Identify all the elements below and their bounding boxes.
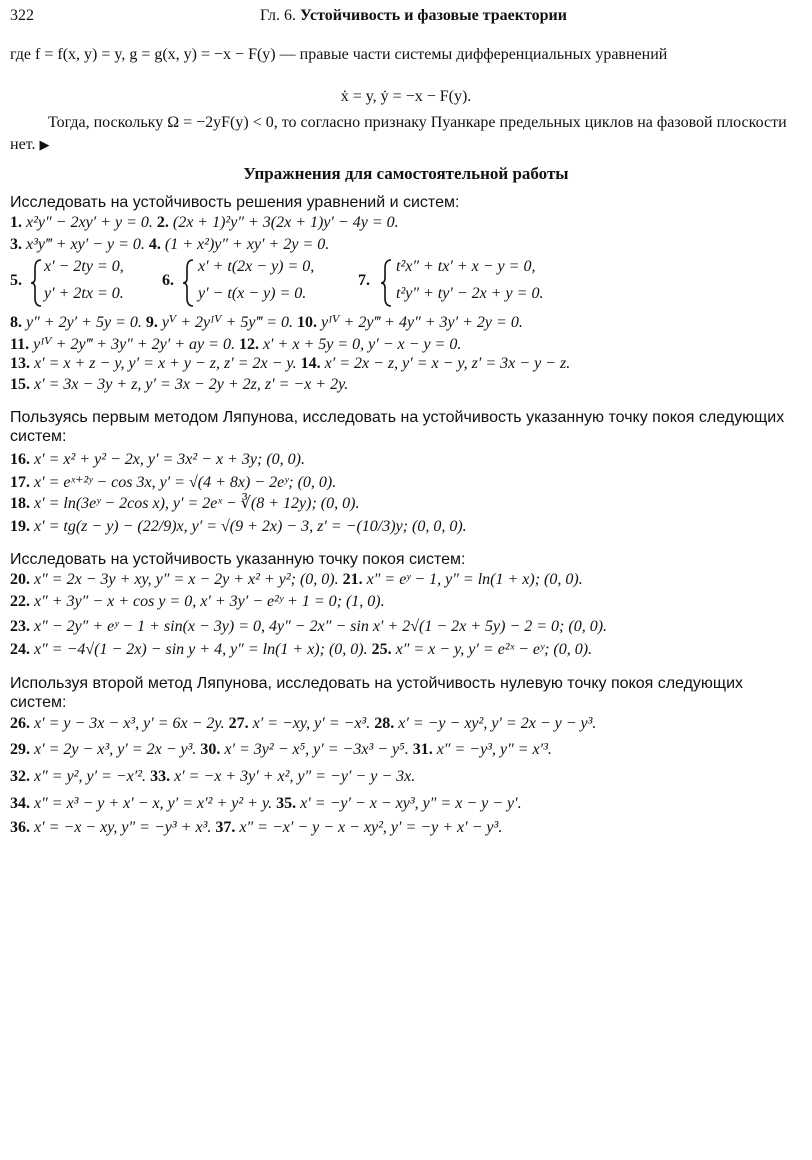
exercise-expression: x²y″ − 2xy′ + y = 0. bbox=[26, 214, 153, 231]
chapter-title: Устойчивость и фазовые траектории bbox=[300, 7, 567, 24]
exercise-expression: x″ = 2x − 3y + xy, y″ = x − 2y + x² + y²; (0, 0). bbox=[34, 571, 339, 588]
exercise-number: 29. bbox=[10, 741, 30, 758]
exercise-number: 35. bbox=[276, 795, 297, 812]
exercise-number: 20. bbox=[10, 571, 30, 588]
exercise-line bbox=[10, 795, 802, 813]
exercise-number: 9. bbox=[145, 314, 158, 331]
page-number: 322 bbox=[10, 7, 34, 24]
exercise-expression: x″ − 2y″ + eʸ − 1 + sin(x − 3y) = 0, 4y″ − 2x″ − sin x′ + 2√(1 − 2x + 5y) − 2 = 0; (0, 0). bbox=[34, 618, 608, 635]
exercise-expression: yⱽ + 2yᴵⱽ + 5y‴ = 0. bbox=[161, 314, 293, 331]
exercise-line bbox=[10, 312, 802, 332]
exercise-number: 16. bbox=[10, 451, 30, 468]
exercise-expression: x″ = −4√(1 − 2x) − sin y + 4, y″ = ln(1 + x); (0, 0). bbox=[34, 641, 368, 658]
exercise-line bbox=[10, 768, 802, 786]
exercise-number: 8. bbox=[10, 314, 22, 331]
exercise-line bbox=[10, 618, 802, 636]
exercise-number: 32. bbox=[10, 768, 30, 785]
intro-paragraph: где f = f(x, y) = y, g = g(x, y) = −x − F(y) — правые части системы дифференциальных уравнений bbox=[10, 46, 668, 63]
exercise-number: 11. bbox=[10, 336, 30, 353]
exercise-number: 33. bbox=[150, 768, 171, 785]
exercise-number: 13. bbox=[10, 355, 30, 372]
exercise-expression: x′ = 2x − z, y′ = x − y, z′ = 3x − y − z. bbox=[324, 355, 571, 372]
exercise-expression: x″ = y², y′ = −x′². bbox=[34, 768, 147, 785]
exercise-number: 6. bbox=[162, 272, 174, 289]
exercise-number: 24. bbox=[10, 641, 30, 658]
exercise-number: 27. bbox=[228, 715, 249, 732]
exercise-number: 19. bbox=[10, 518, 30, 535]
exercise-expression: yᴵⱽ + 2y‴ + 4y″ + 3y′ + 2y = 0. bbox=[321, 314, 523, 331]
brace-icon bbox=[380, 258, 392, 308]
exercise-line bbox=[10, 819, 802, 837]
exercise-number: 5. bbox=[10, 272, 22, 289]
exercise-line bbox=[10, 376, 802, 394]
exercise-number: 28. bbox=[374, 715, 395, 732]
exercise-number: 18. bbox=[10, 495, 30, 512]
exercise-expression: x′ = −xy, y′ = −x³. bbox=[252, 715, 371, 732]
group-1-lead: Исследовать на устойчивость решения уравнений и систем: bbox=[10, 194, 460, 211]
exercise-line bbox=[10, 641, 802, 659]
exercise-number: 1. bbox=[10, 214, 22, 231]
group-4-lead: Исследовать на устойчивость указанную точку покоя систем: bbox=[10, 551, 466, 568]
exercise-number: 22. bbox=[10, 593, 30, 610]
exercise-expression: x′ = −x − xy, y″ = −y³ + x³. bbox=[34, 819, 212, 836]
exercise-expression: yᴵⱽ + 2y‴ + 3y″ + 2y′ + ay = 0. bbox=[33, 336, 235, 353]
intro-system: ẋ = y, ẏ = −x − F(y). bbox=[340, 88, 472, 105]
exercise-expression: x′ = −y − xy², y′ = 2x − y − y³. bbox=[398, 715, 597, 732]
system-equation: t²x″ + tx′ + x − y = 0, bbox=[396, 258, 536, 275]
exercise-number: 30. bbox=[200, 741, 221, 758]
exercise-line bbox=[10, 571, 802, 589]
running-header bbox=[10, 7, 802, 27]
exercise-number: 37. bbox=[215, 819, 236, 836]
exercise-expression: x′ = −y′ − x − xy³, y″ = x − y − y′. bbox=[300, 795, 522, 812]
exercise-line bbox=[10, 472, 802, 492]
system-equation: y′ + 2tx = 0. bbox=[44, 285, 124, 302]
exercise-number: 14. bbox=[300, 355, 321, 372]
system-equation: t²y″ + ty′ − 2x + y = 0. bbox=[396, 285, 544, 302]
exercise-number: 25. bbox=[371, 641, 392, 658]
exercise-expression: x′ = x + z − y, y′ = x + y − z, z′ = 2x − y. bbox=[34, 355, 297, 372]
exercise-line bbox=[10, 334, 802, 354]
brace-icon bbox=[182, 258, 194, 308]
exercise-expression: x″ = x³ − y + x′ − x, y′ = x′² + y² + y. bbox=[34, 795, 273, 812]
exercise-number: 10. bbox=[297, 314, 317, 331]
exercise-number: 36. bbox=[10, 819, 30, 836]
exercise-line bbox=[10, 451, 802, 469]
exercise-number: 34. bbox=[10, 795, 30, 812]
exercise-expression: x′ = tg(z − y) − (22/9)x, y′ = √(9 + 2x) − 3, z′ = −(10/3)y; (0, 0, 0). bbox=[34, 518, 467, 535]
exercise-expression: x′ = y − 3x − x³, y′ = 6x − 2y. bbox=[34, 715, 225, 732]
chapter-heading bbox=[260, 7, 567, 25]
exercise-number: 2. bbox=[156, 214, 169, 231]
exercise-line bbox=[10, 355, 802, 373]
exercise-expression: (2x + 1)²y″ + 3(2x + 1)y′ − 4y = 0. bbox=[172, 214, 399, 231]
exercise-expression: x′ = 2y − x³, y′ = 2x − y³. bbox=[34, 741, 197, 758]
exercise-expression: x′ = 3x − 3y + z, y′ = 3x − 2y + 2z, z′ = −x + 2y. bbox=[34, 376, 349, 393]
exercise-number: 4. bbox=[148, 236, 161, 253]
exercise-expression: x′ = −x + 3y′ + x², y″ = −y′ − y − 3x. bbox=[174, 768, 416, 785]
group-5-lead: Используя второй метод Ляпунова, исследовать на устойчивость нулевую точку покоя следующих систем: bbox=[10, 675, 744, 711]
exercise-line bbox=[10, 493, 802, 513]
exercise-number: 7. bbox=[358, 272, 370, 289]
section-title: Упражнения для самостоятельной работы bbox=[243, 164, 569, 183]
conclusion-text: Тогда, поскольку Ω = −2yF(y) < 0, то согласно признаку Пуанкаре предельных циклов на фазовой плоскости нет. bbox=[10, 114, 787, 153]
exercise-expression: y″ + 2y′ + 5y = 0. bbox=[26, 314, 142, 331]
exercise-expression: x³y‴ + xy′ − y = 0. bbox=[26, 236, 145, 253]
brace-icon bbox=[30, 258, 42, 308]
exercise-expression: x″ = −x′ − y − x − xy², y′ = −y + x′ − y³. bbox=[239, 819, 503, 836]
exercise-expression: x′ = x² + y² − 2x, y′ = 3x² − x + 3y; (0, 0). bbox=[34, 451, 305, 468]
system-equation: x′ + t(2x − y) = 0, bbox=[198, 258, 315, 275]
exercise-number: 12. bbox=[238, 336, 259, 353]
exercise-number: 23. bbox=[10, 618, 30, 635]
exercise-expression: (1 + x²)y″ + xy′ + 2y = 0. bbox=[164, 236, 330, 253]
system-equation: x′ − 2ty = 0, bbox=[44, 258, 124, 275]
exercise-number: 3. bbox=[10, 236, 22, 253]
exercise-number: 17. bbox=[10, 474, 30, 491]
exercise-number: 15. bbox=[10, 376, 30, 393]
exercise-expression: x′ = 3y² − x⁵, y′ = −3x³ − y⁵. bbox=[224, 741, 409, 758]
exercise-number: 26. bbox=[10, 715, 30, 732]
exercise-expression: x″ = −y³, y″ = x′³. bbox=[436, 741, 552, 758]
exercise-line bbox=[10, 715, 802, 733]
group-3-lead: Пользуясь первым методом Ляпунова, исследовать на устойчивость указанную точку покоя следующих систем: bbox=[10, 409, 785, 445]
exercise-expression: x′ = eˣ⁺²ʸ − cos 3x, y′ = √(4 + 8x) − 2eʸ; (0, 0). bbox=[34, 474, 337, 491]
exercise-number: 31. bbox=[412, 741, 433, 758]
exercise-line bbox=[10, 593, 802, 611]
exercise-number: 21. bbox=[342, 571, 363, 588]
chapter-number: Гл. 6. bbox=[260, 7, 297, 24]
exercise-line bbox=[10, 236, 802, 254]
exercise-expression: x″ = eʸ − 1, y″ = ln(1 + x); (0, 0). bbox=[366, 571, 583, 588]
exercise-expression: x′ + x + 5y = 0, y′ − x − y = 0. bbox=[262, 336, 462, 353]
exercise-line bbox=[10, 741, 802, 759]
exercise-expression: x″ = x − y, y′ = e²ˣ − eʸ; (0, 0). bbox=[395, 641, 593, 658]
exercise-line bbox=[10, 214, 802, 232]
exercise-expression: x″ + 3y″ − x + cos y = 0, x′ + 3y′ − e²ʸ + 1 = 0; (1, 0). bbox=[34, 593, 385, 610]
exercise-line bbox=[10, 518, 802, 536]
exercise-expression: x′ = ln(3eʸ − 2cos x), y′ = 2eˣ − ∛(8 + 12y); (0, 0). bbox=[34, 495, 360, 512]
system-equation: y′ − t(x − y) = 0. bbox=[198, 285, 307, 302]
conclusion-paragraph bbox=[10, 112, 802, 156]
end-of-solution-mark: ▶ bbox=[39, 137, 50, 152]
